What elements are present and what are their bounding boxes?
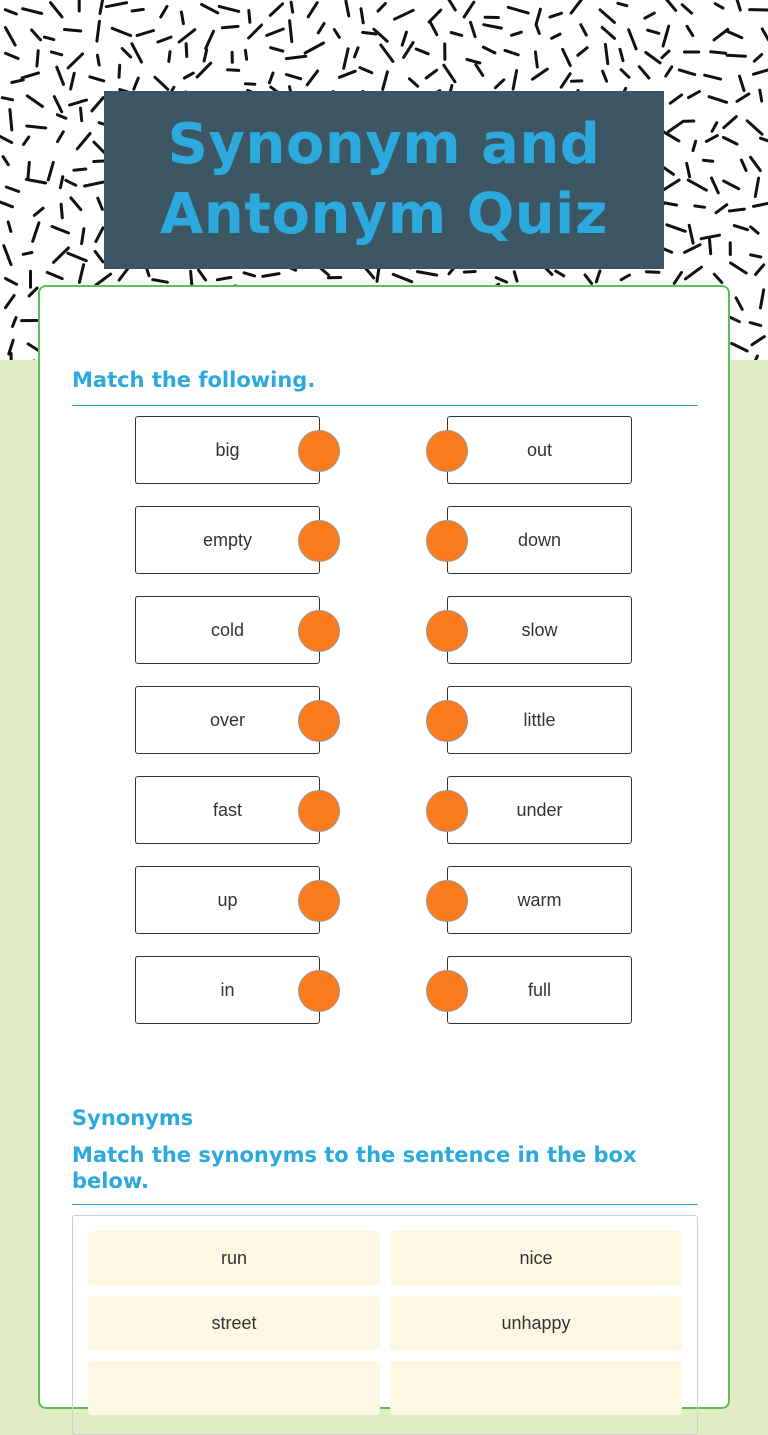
decorative-dash	[377, 267, 379, 281]
decorative-dash	[618, 3, 627, 5]
decorative-dash	[709, 97, 727, 103]
decorative-dash	[47, 272, 62, 278]
left-connector-dot[interactable]	[298, 700, 340, 742]
decorative-dash	[416, 49, 428, 54]
decorative-dash	[6, 296, 15, 308]
decorative-dash	[219, 6, 239, 11]
decorative-dash	[723, 137, 737, 144]
decorative-dash	[5, 28, 15, 46]
decorative-dash	[27, 96, 42, 107]
decorative-dash	[756, 265, 764, 275]
decorative-dash	[753, 356, 757, 360]
left-connector-dot[interactable]	[298, 880, 340, 922]
decorative-dash	[217, 277, 231, 279]
word-tile[interactable]: unhappy	[390, 1296, 682, 1350]
decorative-dash	[706, 136, 717, 142]
decorative-dash	[134, 78, 139, 89]
decorative-dash	[726, 31, 742, 38]
left-match-item: empty	[135, 506, 320, 574]
left-connector-dot[interactable]	[298, 430, 340, 472]
decorative-dash	[689, 92, 700, 98]
decorative-dash	[269, 73, 273, 83]
decorative-dash	[308, 3, 317, 17]
right-match-item: under	[447, 776, 632, 844]
title-banner	[104, 91, 664, 269]
decorative-dash	[578, 48, 587, 56]
decorative-dash	[741, 160, 746, 171]
decorative-dash	[263, 274, 279, 277]
decorative-dash	[535, 52, 537, 67]
decorative-dash	[48, 162, 53, 180]
decorative-dash	[24, 137, 29, 145]
decorative-dash	[737, 0, 740, 10]
synonyms-heading: Synonyms	[72, 1105, 193, 1131]
decorative-dash	[191, 271, 192, 285]
decorative-dash	[715, 4, 723, 8]
decorative-dash	[6, 187, 18, 192]
right-connector-dot[interactable]	[426, 970, 468, 1012]
decorative-dash	[85, 182, 105, 186]
decorative-dash	[344, 49, 348, 69]
decorative-dash	[137, 31, 153, 36]
decorative-dash	[34, 208, 43, 215]
decorative-dash	[6, 279, 17, 285]
decorative-dash	[621, 275, 629, 280]
decorative-dash	[747, 121, 762, 134]
decorative-dash	[674, 272, 681, 283]
decorative-dash	[552, 34, 560, 38]
left-match-item: cold	[135, 596, 320, 664]
decorative-dash	[290, 21, 292, 42]
decorative-dash	[648, 30, 659, 33]
decorative-dash	[245, 50, 246, 59]
decorative-dash	[513, 71, 517, 90]
decorative-dash	[711, 52, 726, 53]
decorative-dash	[444, 65, 455, 82]
decorative-dash	[68, 54, 82, 68]
decorative-dash	[249, 25, 262, 38]
decorative-dash	[9, 340, 13, 354]
decorative-dash	[483, 47, 495, 53]
synonyms-instruction: Match the synonyms to the sentence in the box below.	[72, 1142, 672, 1194]
decorative-dash	[754, 70, 768, 74]
decorative-dash	[508, 7, 528, 13]
decorative-dash	[585, 275, 592, 284]
decorative-dash	[532, 69, 547, 79]
decorative-dash	[360, 68, 372, 73]
decorative-dash	[679, 70, 694, 75]
decorative-dash	[286, 75, 300, 79]
section-divider	[72, 1204, 698, 1205]
decorative-dash	[476, 65, 483, 76]
decorative-dash	[430, 22, 437, 34]
decorative-dash	[271, 48, 283, 51]
decorative-dash	[663, 167, 673, 174]
right-connector-dot[interactable]	[426, 790, 468, 832]
decorative-dash	[705, 75, 721, 79]
right-match-item: little	[447, 686, 632, 754]
left-match-item: up	[135, 866, 320, 934]
decorative-dash	[754, 55, 761, 62]
decorative-dash	[712, 123, 717, 132]
decorative-dash	[663, 26, 669, 46]
decorative-dash	[666, 0, 676, 10]
decorative-dash	[228, 70, 239, 71]
decorative-dash	[334, 30, 339, 38]
decorative-dash	[464, 2, 474, 17]
decorative-dash	[12, 80, 23, 83]
decorative-dash	[451, 33, 462, 36]
decorative-dash	[404, 43, 414, 58]
decorative-dash	[346, 1, 349, 16]
decorative-dash	[8, 222, 11, 231]
decorative-dash	[751, 255, 761, 257]
right-match-item: down	[447, 506, 632, 574]
decorative-dash	[685, 245, 701, 253]
decorative-dash	[645, 13, 655, 18]
decorative-dash	[202, 4, 218, 13]
decorative-dash	[70, 100, 87, 105]
decorative-dash	[186, 44, 187, 57]
decorative-dash	[26, 179, 45, 183]
decorative-dash	[74, 169, 86, 170]
decorative-dash	[670, 95, 681, 103]
decorative-dash	[550, 13, 562, 17]
word-tile[interactable]: run	[88, 1231, 380, 1285]
decorative-dash	[132, 44, 142, 62]
decorative-dash	[760, 290, 763, 308]
decorative-dash	[13, 318, 17, 327]
decorative-dash	[629, 30, 636, 49]
decorative-dash	[52, 227, 69, 234]
word-tile[interactable]: nice	[390, 1231, 682, 1285]
decorative-dash	[60, 177, 62, 188]
decorative-dash	[602, 27, 614, 38]
decorative-dash	[426, 70, 437, 78]
decorative-dash	[395, 10, 414, 19]
decorative-dash	[471, 22, 476, 36]
decorative-dash	[58, 132, 64, 142]
worksheet-card	[38, 285, 730, 1409]
decorative-dash	[95, 252, 103, 262]
decorative-dash	[495, 80, 503, 88]
right-connector-dot[interactable]	[426, 430, 468, 472]
decorative-dash	[751, 157, 761, 170]
decorative-dash	[724, 117, 737, 128]
decorative-dash	[57, 67, 64, 84]
decorative-dash	[71, 198, 81, 210]
decorative-dash	[153, 280, 168, 283]
decorative-dash	[32, 30, 41, 40]
decorative-dash	[158, 37, 171, 42]
word-bank	[72, 1215, 698, 1435]
left-connector-dot[interactable]	[298, 610, 340, 652]
decorative-dash	[703, 160, 712, 161]
decorative-dash	[464, 272, 475, 273]
right-match-item: warm	[447, 866, 632, 934]
decorative-dash	[734, 226, 747, 230]
decorative-dash	[761, 138, 768, 142]
decorative-dash	[668, 121, 683, 131]
decorative-dash	[339, 71, 355, 77]
right-connector-dot[interactable]	[426, 520, 468, 562]
decorative-dash	[666, 67, 672, 76]
decorative-dash	[169, 52, 170, 62]
decorative-dash	[29, 288, 37, 296]
decorative-dash	[33, 223, 39, 242]
decorative-dash	[688, 180, 706, 190]
decorative-dash	[714, 274, 722, 282]
decorative-dash	[689, 225, 693, 243]
decorative-dash	[682, 5, 691, 13]
decorative-dash	[112, 28, 130, 35]
decorative-dash	[731, 263, 747, 273]
decorative-dash	[429, 10, 441, 22]
decorative-dash	[71, 73, 75, 89]
decorative-dash	[181, 12, 183, 24]
decorative-dash	[361, 9, 363, 23]
decorative-dash	[729, 209, 744, 211]
decorative-dash	[736, 298, 742, 310]
decorative-dash	[605, 44, 607, 63]
decorative-dash	[179, 30, 195, 42]
decorative-dash	[305, 43, 323, 53]
decorative-dash	[496, 278, 506, 283]
decorative-dash	[79, 265, 83, 283]
right-connector-dot[interactable]	[426, 610, 468, 652]
decorative-dash	[92, 98, 103, 111]
right-match-item: out	[447, 416, 632, 484]
decorative-dash	[5, 10, 16, 14]
decorative-dash	[663, 131, 679, 141]
decorative-dash	[514, 272, 517, 281]
decorative-dash	[663, 249, 672, 253]
decorative-dash	[68, 253, 86, 261]
decorative-dash	[762, 29, 768, 40]
decorative-dash	[621, 70, 629, 78]
word-tile[interactable]: street	[88, 1296, 380, 1350]
section-divider	[72, 405, 698, 406]
decorative-dash	[740, 76, 745, 90]
decorative-dash	[81, 108, 82, 121]
decorative-dash	[751, 227, 759, 233]
decorative-dash	[512, 32, 522, 35]
decorative-dash	[10, 110, 12, 130]
left-match-item: in	[135, 956, 320, 1024]
left-match-item: fast	[135, 776, 320, 844]
word-tile[interactable]	[88, 1361, 380, 1415]
decorative-dash	[51, 52, 61, 55]
decorative-dash	[96, 274, 111, 285]
decorative-dash	[646, 53, 660, 63]
page-title: Synonym and Antonym Quiz	[104, 110, 664, 250]
decorative-dash	[204, 50, 207, 61]
decorative-dash	[90, 77, 104, 81]
decorative-dash	[620, 49, 623, 60]
decorative-dash	[161, 6, 167, 17]
right-match-item: full	[447, 956, 632, 1024]
decorative-dash	[383, 72, 388, 90]
decorative-dash	[755, 178, 758, 196]
decorative-dash	[54, 97, 61, 112]
decorative-dash	[409, 79, 417, 86]
decorative-dash	[685, 267, 701, 279]
decorative-dash	[57, 115, 66, 119]
left-connector-dot[interactable]	[298, 970, 340, 1012]
decorative-dash	[355, 48, 359, 57]
decorative-dash	[581, 25, 587, 35]
word-tile[interactable]	[390, 1361, 682, 1415]
decorative-dash	[61, 204, 62, 217]
decorative-dash	[536, 25, 539, 34]
decorative-dash	[687, 163, 690, 176]
decorative-dash	[96, 228, 103, 242]
decorative-dash	[65, 30, 81, 32]
decorative-dash	[693, 141, 696, 150]
decorative-dash	[724, 181, 739, 189]
decorative-dash	[119, 65, 120, 77]
decorative-dash	[754, 202, 768, 206]
decorative-dash	[716, 205, 727, 213]
decorative-dash	[727, 55, 745, 56]
decorative-dash	[206, 31, 214, 48]
decorative-dash	[82, 229, 84, 244]
decorative-dash	[2, 98, 12, 100]
decorative-dash	[417, 272, 436, 276]
decorative-dash	[267, 29, 284, 35]
decorative-dash	[0, 136, 12, 143]
left-match-item: over	[135, 686, 320, 754]
decorative-dash	[37, 51, 38, 66]
right-match-item: slow	[447, 596, 632, 664]
decorative-dash	[98, 198, 103, 209]
decorative-dash	[737, 94, 749, 102]
decorative-dash	[286, 56, 305, 58]
decorative-dash	[603, 71, 607, 81]
decorative-dash	[51, 3, 63, 17]
decorative-dash	[667, 225, 685, 232]
decorative-dash	[132, 9, 143, 11]
decorative-dash	[199, 270, 206, 280]
decorative-dash	[687, 26, 693, 35]
decorative-dash	[184, 73, 193, 78]
decorative-dash	[695, 206, 705, 207]
decorative-dash	[561, 74, 570, 88]
decorative-dash	[3, 157, 8, 165]
decorative-dash	[448, 0, 455, 10]
decorative-dash	[27, 126, 46, 128]
decorative-dash	[0, 202, 13, 207]
decorative-dash	[752, 337, 764, 345]
decorative-dash	[712, 178, 719, 193]
decorative-dash	[536, 9, 540, 23]
decorative-dash	[244, 273, 255, 276]
decorative-dash	[97, 55, 99, 65]
right-connector-dot[interactable]	[426, 700, 468, 742]
decorative-dash	[22, 73, 39, 78]
decorative-dash	[646, 272, 659, 273]
decorative-dash	[249, 11, 250, 23]
decorative-dash	[556, 271, 564, 276]
decorative-dash	[197, 63, 211, 77]
decorative-dash	[750, 323, 761, 326]
decorative-dash	[307, 71, 317, 85]
decorative-dash	[222, 26, 238, 27]
decorative-dash	[66, 180, 76, 185]
decorative-dash	[100, 0, 103, 14]
decorative-dash	[23, 9, 42, 14]
decorative-dash	[563, 49, 571, 65]
match-section-heading: Match the following.	[72, 367, 315, 393]
decorative-dash	[28, 162, 29, 177]
left-connector-dot[interactable]	[298, 790, 340, 832]
decorative-dash	[484, 25, 502, 28]
decorative-dash	[381, 45, 393, 61]
left-match-item: big	[135, 416, 320, 484]
decorative-dash	[662, 180, 680, 191]
decorative-dash	[363, 32, 377, 34]
decorative-dash	[467, 59, 480, 63]
decorative-dash	[505, 50, 518, 54]
decorative-dash	[122, 49, 131, 57]
decorative-dash	[270, 4, 282, 16]
decorative-dash	[106, 3, 126, 7]
decorative-dash	[600, 10, 614, 23]
decorative-dash	[378, 4, 385, 12]
decorative-dash	[760, 90, 762, 101]
decorative-dash	[291, 2, 293, 12]
decorative-dash	[639, 67, 649, 78]
decorative-dash	[77, 134, 90, 149]
decorative-dash	[710, 239, 711, 253]
right-connector-dot[interactable]	[426, 880, 468, 922]
decorative-dash	[97, 21, 100, 41]
decorative-dash	[402, 32, 406, 45]
decorative-dash	[732, 343, 748, 351]
decorative-dash	[318, 24, 324, 33]
decorative-dash	[54, 248, 69, 263]
left-connector-dot[interactable]	[298, 520, 340, 562]
decorative-dash	[23, 253, 32, 255]
decorative-dash	[662, 51, 669, 58]
decorative-dash	[6, 53, 19, 58]
decorative-dash	[44, 37, 54, 40]
decorative-dash	[4, 246, 11, 265]
decorative-dash	[155, 77, 168, 89]
decorative-dash	[596, 271, 600, 282]
decorative-dash	[393, 274, 412, 281]
decorative-dash	[571, 0, 582, 13]
